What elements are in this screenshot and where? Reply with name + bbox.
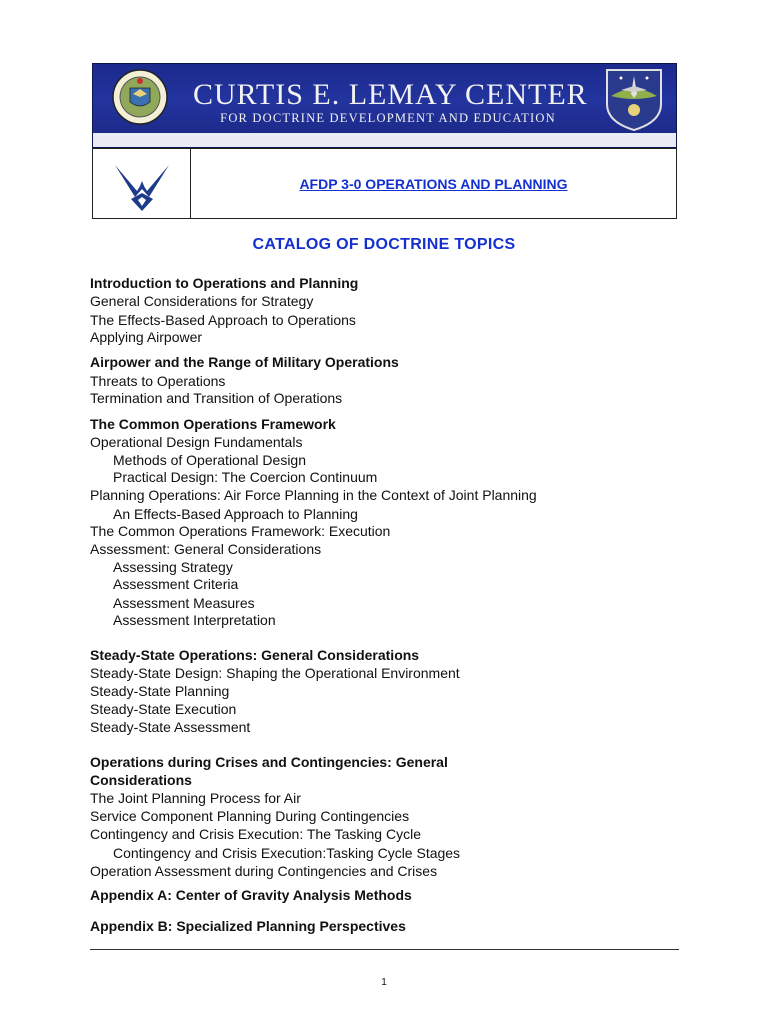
toc-item: Assessing Strategy <box>113 559 233 575</box>
toc-heading: Appendix B: Specialized Planning Perspectives <box>90 918 406 934</box>
toc-item: Steady-State Design: Shaping the Operational Environment <box>90 665 460 681</box>
toc-item: Assessment: General Considerations <box>90 541 322 557</box>
toc-heading: Considerations <box>90 772 192 788</box>
toc-item: Assessment Criteria <box>113 576 239 592</box>
banner-subtitle: FOR DOCTRINE DEVELOPMENT AND EDUCATION <box>220 111 556 125</box>
toc-item: Methods of Operational Design <box>113 452 306 468</box>
toc-heading: Airpower and the Range of Military Operations <box>90 354 399 370</box>
toc-item: General Considerations for Strategy <box>90 293 314 309</box>
toc-item: An Effects-Based Approach to Planning <box>113 506 358 522</box>
toc-item: Contingency and Crisis Execution: The Tasking Cycle <box>90 826 421 842</box>
toc-item: Steady-State Planning <box>90 683 230 699</box>
toc-item: Assessment Interpretation <box>113 612 276 628</box>
air-university-seal-icon <box>111 68 169 126</box>
toc-item: The Common Operations Framework: Execution <box>90 523 391 539</box>
toc-item: Assessment Measures <box>113 595 255 611</box>
afdp-3-0-link[interactable]: AFDP 3-0 OPERATIONS AND PLANNING <box>299 175 568 192</box>
toc-heading: The Common Operations Framework <box>90 416 336 432</box>
toc-item: Threats to Operations <box>90 373 226 389</box>
banner-title: CURTIS E. LEMAY CENTER <box>193 78 588 111</box>
toc-heading: Steady-State Operations: General Considerations <box>90 647 420 663</box>
toc-heading: Appendix A: Center of Gravity Analysis Methods <box>90 887 412 903</box>
toc-item: Operational Design Fundamentals <box>90 434 303 450</box>
toc-item: Steady-State Assessment <box>90 719 251 735</box>
banner-stripe <box>93 133 676 147</box>
lemay-center-banner <box>92 63 677 148</box>
toc-heading: Introduction to Operations and Planning <box>90 275 359 291</box>
toc-item: The Effects-Based Approach to Operations <box>90 312 356 328</box>
toc-heading: Operations during Crises and Contingencies: General <box>90 754 448 770</box>
toc-item: Planning Operations: Air Force Planning in the Context of Joint Planning <box>90 487 537 503</box>
toc-item: Service Component Planning During Contingencies <box>90 808 410 824</box>
toc-item: Termination and Transition of Operations <box>90 390 343 406</box>
toc-item: Operation Assessment during Contingencies and Crises <box>90 863 438 879</box>
document-subheader <box>92 148 677 219</box>
toc-item: Contingency and Crisis Execution:Tasking Cycle Stages <box>113 845 461 861</box>
toc-item: Applying Airpower <box>90 329 203 345</box>
footer-rule <box>90 949 679 950</box>
page-number: 1 <box>381 977 387 988</box>
air-force-symbol-icon <box>113 155 171 213</box>
logo-cell <box>93 149 191 218</box>
toc-item: Steady-State Execution <box>90 701 237 717</box>
toc-item: Practical Design: The Coercion Continuum <box>113 469 378 485</box>
catalog-title: CATALOG OF DOCTRINE TOPICS <box>252 236 516 253</box>
toc-item: The Joint Planning Process for Air <box>90 790 301 806</box>
lemay-center-seal-icon <box>603 66 665 132</box>
